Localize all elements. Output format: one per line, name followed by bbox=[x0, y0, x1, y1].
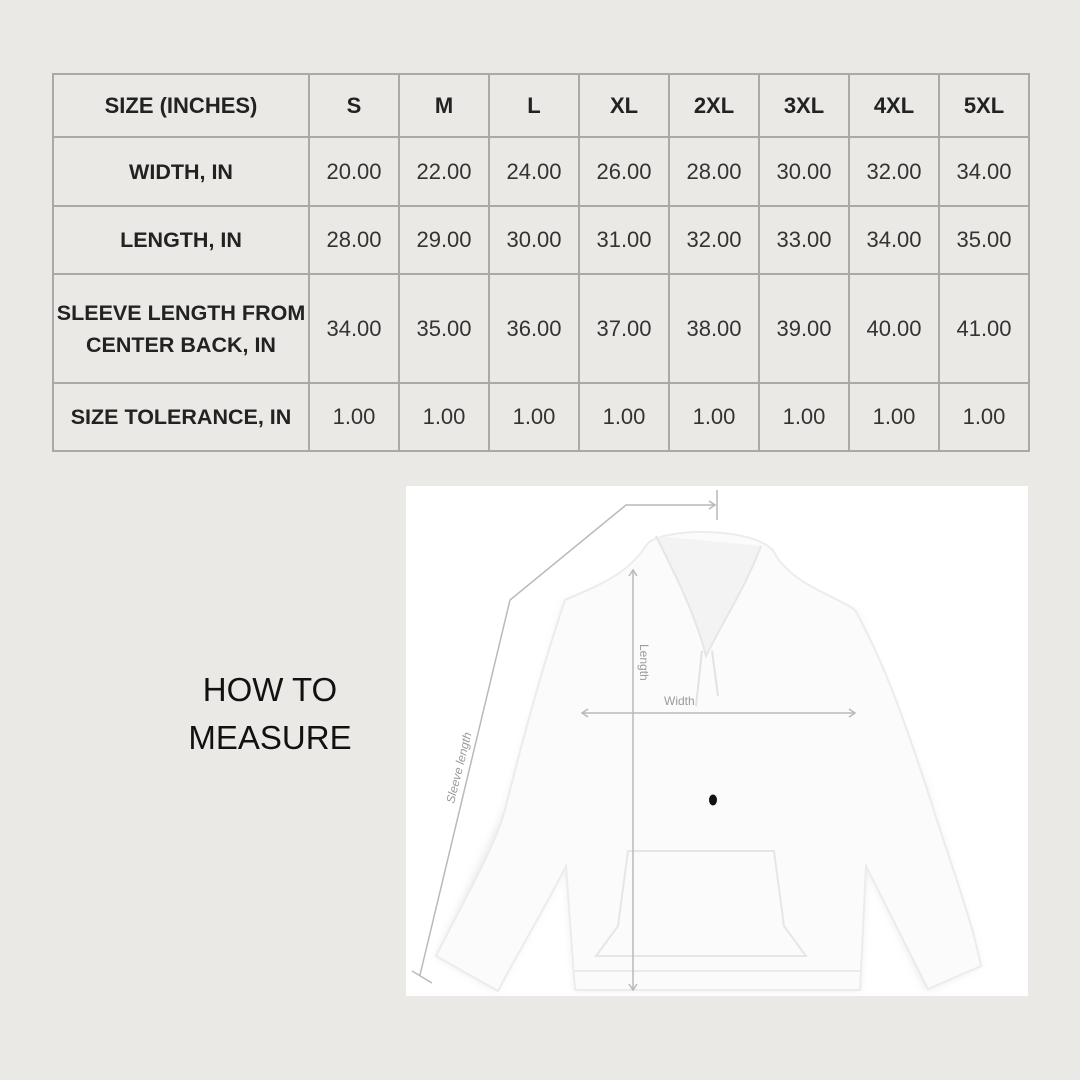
row-label: SLEEVE LENGTH FROM CENTER BACK, IN bbox=[53, 274, 309, 383]
table-cell: 24.00 bbox=[489, 137, 579, 206]
header-cell: S bbox=[309, 74, 399, 137]
header-cell: M bbox=[399, 74, 489, 137]
table-cell: 28.00 bbox=[309, 206, 399, 274]
table-row bbox=[53, 383, 1029, 451]
table-cell: 1.00 bbox=[759, 383, 849, 451]
table-cell: 32.00 bbox=[669, 206, 759, 274]
table-cell: 34.00 bbox=[309, 274, 399, 383]
table-cell: 22.00 bbox=[399, 137, 489, 206]
sleeve-length-label: Sleeve length bbox=[443, 730, 475, 805]
table-cell: 31.00 bbox=[579, 206, 669, 274]
table-cell: 30.00 bbox=[759, 137, 849, 206]
table-cell: 39.00 bbox=[759, 274, 849, 383]
table-cell: 36.00 bbox=[489, 274, 579, 383]
row-label: SIZE TOLERANCE, IN bbox=[53, 383, 309, 451]
header-cell: XL bbox=[579, 74, 669, 137]
table-cell: 40.00 bbox=[849, 274, 939, 383]
hoodie-illustration bbox=[406, 486, 1028, 996]
heading-line: HOW TO bbox=[202, 671, 338, 708]
header-cell: SIZE (INCHES) bbox=[53, 74, 309, 137]
table-cell: 35.00 bbox=[939, 206, 1029, 274]
table-cell: 1.00 bbox=[309, 383, 399, 451]
size-chart-table bbox=[52, 73, 1030, 452]
header-cell: 5XL bbox=[939, 74, 1029, 137]
table-cell: 1.00 bbox=[579, 383, 669, 451]
table-cell: 1.00 bbox=[939, 383, 1029, 451]
length-label: Length bbox=[637, 644, 651, 681]
header-cell: 4XL bbox=[849, 74, 939, 137]
hoodie-measurement-diagram bbox=[406, 486, 1028, 996]
table-cell: 34.00 bbox=[849, 206, 939, 274]
table-cell: 28.00 bbox=[669, 137, 759, 206]
table-cell: 20.00 bbox=[309, 137, 399, 206]
header-cell: 2XL bbox=[669, 74, 759, 137]
table-cell: 1.00 bbox=[669, 383, 759, 451]
table-cell: 1.00 bbox=[399, 383, 489, 451]
header-cell: L bbox=[489, 74, 579, 137]
table-cell: 33.00 bbox=[759, 206, 849, 274]
row-label: LENGTH, IN bbox=[53, 206, 309, 274]
width-label: Width bbox=[664, 694, 695, 708]
row-label: WIDTH, IN bbox=[53, 137, 309, 206]
table-cell: 26.00 bbox=[579, 137, 669, 206]
table-row bbox=[53, 274, 1029, 383]
heading-line: MEASURE bbox=[188, 719, 352, 756]
table-cell: 41.00 bbox=[939, 274, 1029, 383]
table-cell: 32.00 bbox=[849, 137, 939, 206]
table-cell: 34.00 bbox=[939, 137, 1029, 206]
table-cell: 29.00 bbox=[399, 206, 489, 274]
dot-mark bbox=[709, 795, 717, 806]
table-cell: 35.00 bbox=[399, 274, 489, 383]
table-header-row bbox=[53, 74, 1029, 137]
table-cell: 37.00 bbox=[579, 274, 669, 383]
table-row bbox=[53, 206, 1029, 274]
header-cell: 3XL bbox=[759, 74, 849, 137]
table-cell: 1.00 bbox=[849, 383, 939, 451]
table-cell: 1.00 bbox=[489, 383, 579, 451]
how-to-measure-heading bbox=[150, 666, 390, 762]
table-cell: 38.00 bbox=[669, 274, 759, 383]
table-cell: 30.00 bbox=[489, 206, 579, 274]
table-row bbox=[53, 137, 1029, 206]
